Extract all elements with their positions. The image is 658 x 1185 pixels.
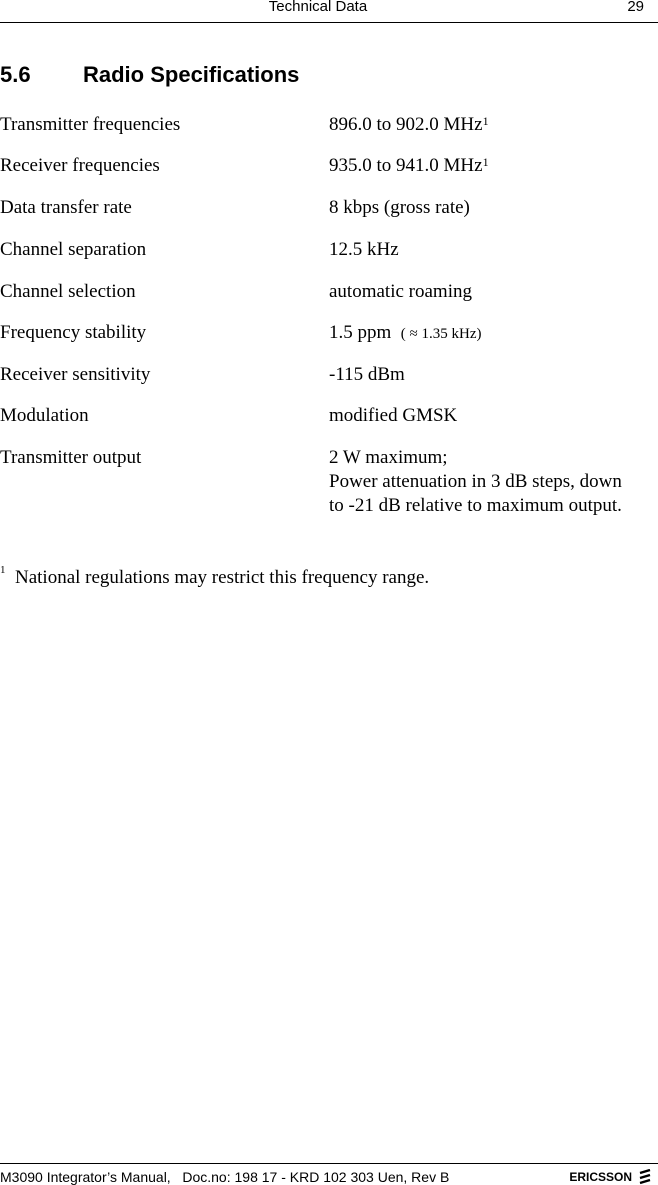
spec-value: modified GMSK xyxy=(329,405,458,426)
header-rule xyxy=(0,22,658,23)
spec-value: 12.5 kHz xyxy=(329,239,399,260)
running-header: Technical Data xyxy=(268,0,368,15)
spec-label: Channel separation xyxy=(0,239,147,260)
spec-label: Transmitter frequencies xyxy=(0,114,181,135)
spec-value: -115 dBm xyxy=(329,364,405,385)
ericsson-mark-icon xyxy=(638,1169,652,1185)
spec-label: Receiver frequencies xyxy=(0,155,160,176)
section-heading xyxy=(0,62,299,88)
spec-label: Transmitter output xyxy=(0,447,142,468)
footnote-ref: 1 xyxy=(482,114,489,128)
footnote xyxy=(0,564,430,589)
spec-value: 1.5 ppm xyxy=(329,322,392,343)
spec-label: Modulation xyxy=(0,405,89,426)
page-number: 29 xyxy=(627,0,644,15)
spec-value: 2 W maximum; xyxy=(329,447,448,468)
spec-note: ( ≈ 1.35 kHz) xyxy=(400,326,482,342)
spec-label: Channel selection xyxy=(0,281,136,302)
spec-label: Data transfer rate xyxy=(0,197,132,218)
spec-value: 8 kbps (gross rate) xyxy=(329,197,470,218)
spec-value: 935.0 to 941.0 MHz xyxy=(329,155,483,176)
spec-label: Frequency stability xyxy=(0,322,147,343)
spec-label: Receiver sensitivity xyxy=(0,364,151,385)
footnote-ref: 1 xyxy=(482,155,489,169)
ericsson-logo xyxy=(569,1169,652,1185)
spec-value: automatic roaming xyxy=(329,281,472,302)
footnote-marker: 1 xyxy=(0,564,6,576)
footnote-text: National regulations may restrict this frequency range. xyxy=(15,567,430,588)
section-number: 5.6 xyxy=(0,62,31,87)
logo-text: ERICSSON xyxy=(569,1170,632,1184)
footer-text: M3090 Integrator’s Manual, Doc.no: 198 17 - KRD 102 303 Uen, Rev B xyxy=(0,1169,450,1185)
spec-value-line: Power attenuation in 3 dB steps, down xyxy=(329,471,622,492)
spec-value: 896.0 to 902.0 MHz xyxy=(329,114,483,135)
section-title: Radio Specifications xyxy=(83,62,300,87)
spec-value-line: to -21 dB relative to maximum output. xyxy=(329,495,622,516)
footer-rule xyxy=(0,1163,658,1164)
